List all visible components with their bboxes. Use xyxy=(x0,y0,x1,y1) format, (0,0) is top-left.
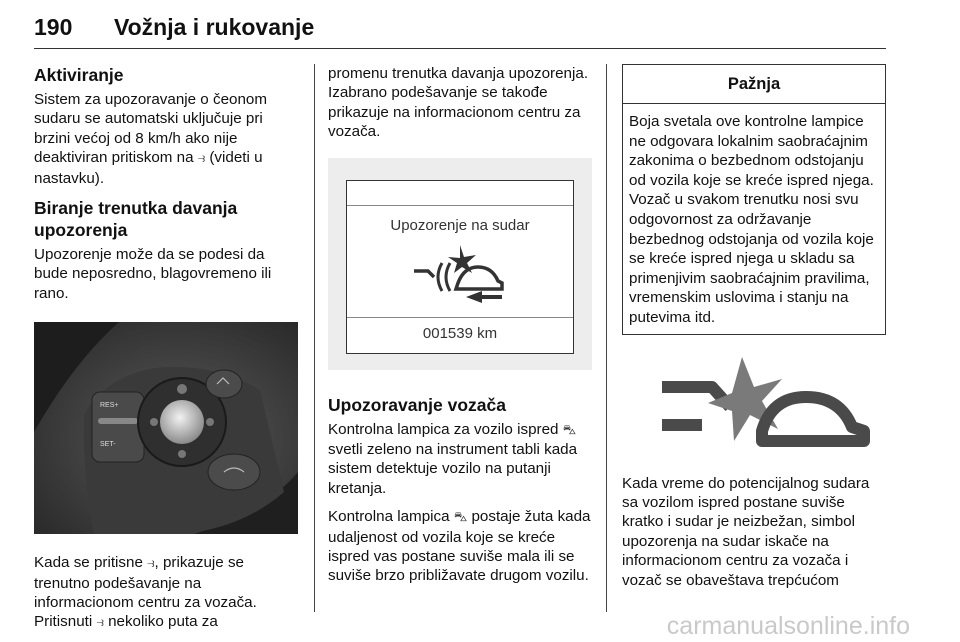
column-2 xyxy=(328,64,592,595)
page-header xyxy=(34,4,886,49)
display-odometer: 001539 km xyxy=(422,324,498,342)
driver-info-display-illustration xyxy=(328,158,592,370)
vehicle-ahead-icon: ⛍ xyxy=(453,510,468,526)
heading-driver-warning: Upozoravanje vozača xyxy=(328,394,506,415)
paragraph-warning-timing: Upozorenje može da se podesi da bude neposredno, blagovremeno ili rano. xyxy=(34,246,272,302)
column-3 xyxy=(622,64,886,599)
heading-warning-timing: Biranje trenutka davanja upozorenja xyxy=(34,198,238,241)
watermark: carmanualsonline.info xyxy=(666,612,910,640)
column-divider xyxy=(606,64,607,612)
display-title: Upozorenje na sudar xyxy=(390,216,530,234)
fcw-button-icon: ⥽ xyxy=(197,151,206,167)
paragraph-collision: Kada vreme do potencijalnog sudara sa vozilom ispred postane suviše kratko i sudar je neizbežan, simbol upozorenja na sudar iskače na informacionom centru za vozača i vozač se obaveštava trepćućom xyxy=(622,474,870,589)
notice-title: Pažnja xyxy=(623,65,885,104)
paragraph-continued: promenu trenutka davanja upozorenja. Izabrano podešavanje se takođe prikazuje na informacionom centru za vozača. xyxy=(328,65,589,141)
fcw-button-icon: ⥽ xyxy=(96,615,104,631)
paragraph-lamp-yellow: Kontrolna lampica ⛍ postaje žuta kada udaljenost od vozila koje se kreće ispred vas postane suviše mala ili se suviše brzo približavate drugom vozilu. xyxy=(328,508,591,585)
paragraph-button-press: Kada se pritisne ⥽, prikazuje se trenutno podešavanje na informacionom centru za vozača. Pritisnuti ⥽ nekoliko puta za xyxy=(34,554,257,631)
notice-body: Boja svetala ove kontrolne lampice ne odgovara lokalnim saobraćajnim zakonima o bezbednom odstojanju od vozila koje se kreće ispred njega. Vozač u svakom trenutku nosi svu odgovornost za održavanje bezbednog odstojanja od vozila koje se kreće ispred njega u skladu sa primenjivim saobraćajnim pravilima, vremenskim uslovima i stanju na putevima itd. xyxy=(629,113,874,326)
column-divider xyxy=(314,64,315,612)
paragraph-lamp-green: Kontrolna lampica za vozilo ispred ⛍ svetli zeleno na instrument tabli kada sistem detektuje vozilo na putanji kretanja. xyxy=(328,420,578,497)
collision-warning-icon xyxy=(622,345,886,457)
set-button-label: SET- xyxy=(100,441,116,449)
page-title: Vožnja i rukovanje xyxy=(114,14,315,40)
heading-activation: Aktiviranje xyxy=(34,65,124,85)
display-screen xyxy=(346,180,574,354)
paragraph-activation: Sistem za upozoravanje o čeonom sudaru se automatski uključuje pri brzini većoj od 8 km/h ako nije deaktiviran pritiskom na ⥽ (videti u nastavku). xyxy=(34,91,268,187)
fcw-button-icon: ⥽ xyxy=(147,556,155,572)
vehicle-ahead-icon: ⛍ xyxy=(562,422,577,438)
steering-wheel-controls-image xyxy=(34,322,298,534)
warning-notice-box xyxy=(622,64,886,335)
collision-warning-icon xyxy=(410,241,510,311)
page-number: 190 xyxy=(34,14,73,40)
column-1 xyxy=(34,64,300,642)
res-button-label: RES+ xyxy=(100,402,119,410)
